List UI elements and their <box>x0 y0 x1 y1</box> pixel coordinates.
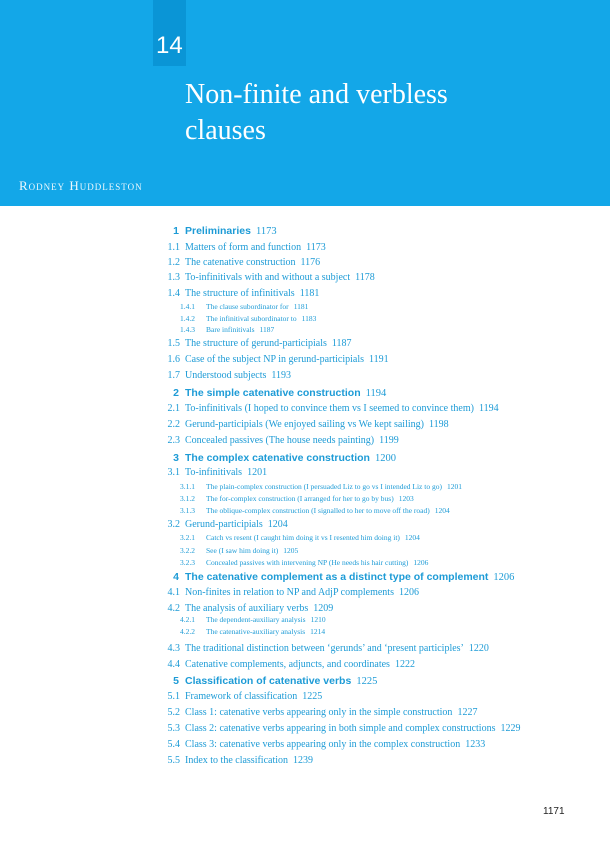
toc-entry-text <box>185 402 499 416</box>
toc-entry-number: 3 <box>173 452 179 464</box>
toc-entry[interactable] <box>0 706 610 720</box>
toc-entry-page: 1200 <box>374 453 396 464</box>
toc-entry[interactable] <box>0 434 610 448</box>
toc-entry-title: The dependent-auxiliary analysis <box>206 615 306 624</box>
toc-entry-text <box>185 241 326 255</box>
toc-entry[interactable] <box>0 690 610 704</box>
toc-entry-number: 3.2.2 <box>180 546 195 555</box>
toc-entry-page: 1220 <box>468 643 489 654</box>
toc-entry-page: 1193 <box>271 370 292 381</box>
toc-entry-page: 1181 <box>299 288 320 299</box>
toc-entry-page: 1201 <box>247 467 268 478</box>
toc-entry-number: 4.2.1 <box>180 615 195 624</box>
toc-entry-page: 1210 <box>310 615 326 624</box>
toc-entry-text <box>206 505 450 517</box>
toc-entry-text <box>206 557 428 569</box>
toc-entry[interactable] <box>0 287 610 301</box>
toc-entry-number: 1.4 <box>167 288 180 299</box>
toc-entry-number: 4.1 <box>167 587 180 598</box>
toc-entry-text <box>185 353 389 367</box>
toc-entry-title: Catch vs resent (I caught him doing it vs I resented him doing it) <box>206 533 400 542</box>
toc-entry[interactable] <box>0 532 610 546</box>
toc-entry-number: 5.2 <box>167 707 180 718</box>
toc-entry[interactable] <box>0 337 610 351</box>
toc-entry-page: 1194 <box>478 403 499 414</box>
toc-entry[interactable] <box>0 402 610 416</box>
toc-entry[interactable] <box>0 642 610 656</box>
toc-entry-text <box>206 301 308 313</box>
toc-entry[interactable] <box>0 224 610 238</box>
chapter-author: Rodney Huddleston <box>19 178 143 193</box>
toc-entry-page: 1214 <box>310 627 326 636</box>
toc-entry[interactable] <box>0 586 610 600</box>
toc-entry-title: The structure of gerund-participials <box>185 338 327 349</box>
toc-entry-text <box>185 518 288 532</box>
toc-entry-number: 3.1.3 <box>180 506 195 515</box>
toc-entry-title: The clause subordinator for <box>206 302 289 311</box>
toc-entry-page: 1199 <box>379 435 399 446</box>
toc-entry[interactable] <box>0 451 610 465</box>
toc-entry-text <box>185 738 485 752</box>
toc-entry-page: 1183 <box>301 314 317 323</box>
toc-entry-number: 1.2 <box>167 257 180 268</box>
toc-entry-title: The infinitival subordinator to <box>206 314 297 323</box>
toc-entry-text <box>185 706 477 720</box>
toc-entry-text <box>185 586 419 600</box>
toc-entry-title: Bare infinitivals <box>206 325 255 334</box>
toc-entry-text <box>185 418 449 432</box>
toc-entry-number: 4.4 <box>167 659 180 670</box>
toc-entry-number: 1.5 <box>167 338 180 349</box>
toc-entry-title: Classification of catenative verbs <box>185 675 352 687</box>
toc-entry-title: Matters of form and function <box>185 242 302 253</box>
toc-entry-number: 3.1.2 <box>180 494 195 503</box>
toc-entry-title: The catenative construction <box>185 257 296 268</box>
toc-entry-page: 1187 <box>331 338 352 349</box>
toc-entry-number: 4.2 <box>167 603 180 614</box>
toc-entry-page: 1173 <box>306 242 326 253</box>
toc-entry-text <box>185 658 415 672</box>
toc-entry[interactable] <box>0 557 610 571</box>
toc-entry-title: To-infinitivals (I hoped to convince them vs I seemed to convince them) <box>185 403 474 414</box>
toc-entry-title: Gerund-participials <box>185 519 263 530</box>
toc-entry-page: 1227 <box>457 707 478 718</box>
page-number: 1171 <box>543 806 565 817</box>
toc-entry-text <box>206 481 462 493</box>
toc-entry[interactable] <box>0 271 610 285</box>
toc-entry-text <box>185 754 313 768</box>
toc-entry[interactable] <box>0 722 610 736</box>
toc-entry-page: 1178 <box>355 272 375 283</box>
chapter-number: 14 <box>156 32 183 59</box>
toc-entry-title: Non-finites in relation to NP and AdjP complements <box>185 587 394 598</box>
toc-entry[interactable] <box>0 353 610 367</box>
toc-entry-text <box>185 256 320 270</box>
toc-entry-page: 1205 <box>283 546 299 555</box>
toc-entry-title: Preliminaries <box>185 225 251 237</box>
toc-entry-page: 1204 <box>267 519 288 530</box>
toc-entry-page: 1191 <box>369 354 389 365</box>
toc-entry-title: Concealed passives (The house needs painting) <box>185 435 375 446</box>
toc-entry[interactable] <box>0 738 610 752</box>
toc-entry-page: 1225 <box>356 676 378 687</box>
toc-entry-text <box>206 614 326 626</box>
toc-entry-text <box>185 271 375 285</box>
toc-entry-page: 1204 <box>404 533 420 542</box>
toc-entry-text <box>206 532 420 544</box>
toc-entry-page: 1187 <box>259 325 275 334</box>
toc-entry-number: 5.3 <box>167 723 180 734</box>
toc-entry-title: The plain-complex construction (I persuaded Liz to go vs I intended Liz to go) <box>206 482 442 491</box>
toc-entry-number: 1.6 <box>167 354 180 365</box>
toc-entry-text <box>206 626 325 638</box>
toc-entry-title: The catenative complement as a distinct type of complement <box>185 571 489 583</box>
toc-entry-number: 1 <box>173 225 179 237</box>
toc-entry-text <box>185 466 267 480</box>
toc-entry-number: 1.4.3 <box>180 325 195 334</box>
toc-entry-page: 1239 <box>293 755 314 766</box>
toc-entry-number: 5.1 <box>167 691 180 702</box>
toc-entry-text <box>185 570 514 585</box>
toc-entry-number: 3.1 <box>167 467 180 478</box>
toc-entry-page: 1206 <box>413 558 429 567</box>
toc-entry-text <box>185 642 489 656</box>
toc-entry-page: 1206 <box>398 587 419 598</box>
toc-entry[interactable] <box>0 570 610 584</box>
toc-entry-number: 1.1 <box>167 242 180 253</box>
toc-entry-number: 2 <box>173 387 179 399</box>
toc-entry[interactable] <box>0 324 610 338</box>
toc-entry-number: 2.2 <box>167 419 180 430</box>
toc-entry-text <box>185 369 291 383</box>
toc-entry-page: 1222 <box>394 659 415 670</box>
toc-entry-text <box>185 722 520 736</box>
toc-entry-title: The structure of infinitivals <box>185 288 295 299</box>
toc-entry-page: 1203 <box>398 494 414 503</box>
toc-entry[interactable] <box>0 505 610 519</box>
toc-entry[interactable] <box>0 466 610 480</box>
toc-entry-title: Index to the classification <box>185 755 289 766</box>
toc-entry-text <box>185 674 377 689</box>
toc-entry[interactable] <box>0 418 610 432</box>
toc-entry[interactable] <box>0 626 610 640</box>
toc-entry[interactable] <box>0 256 610 270</box>
toc-entry-page: 1209 <box>313 603 334 614</box>
toc-entry-page: 1176 <box>300 257 321 268</box>
toc-entry[interactable] <box>0 369 610 383</box>
toc-entry-number: 1.4.2 <box>180 314 195 323</box>
chapter-title-line-1: Non-finite and verbless <box>185 79 448 110</box>
toc-entry-title: Framework of classification <box>185 691 298 702</box>
toc-entry-title: The traditional distinction between ‘gerunds’ and ‘present participles’ <box>185 643 464 654</box>
toc-entry-text <box>185 337 352 351</box>
toc-entry-page: 1204 <box>434 506 450 515</box>
toc-entry-number: 2.3 <box>167 435 180 446</box>
toc-entry-title: See (I saw him doing it) <box>206 546 279 555</box>
toc-entry-title: To-infinitivals with and without a subject <box>185 272 351 283</box>
toc-entry-number: 4.2.2 <box>180 627 195 636</box>
toc-entry-text <box>185 224 277 239</box>
toc-entry-text <box>206 324 274 336</box>
toc-entry-number: 3.1.1 <box>180 482 195 491</box>
toc-entry-number: 1.7 <box>167 370 180 381</box>
toc-entry[interactable] <box>0 518 610 532</box>
toc-entry-text <box>185 451 396 466</box>
toc-entry-number: 5.4 <box>167 739 180 750</box>
toc-entry-number: 1.3 <box>167 272 180 283</box>
toc-entry-page: 1194 <box>365 388 387 399</box>
toc-entry-text <box>206 493 414 505</box>
toc-entry-text <box>185 434 399 448</box>
toc-entry-page: 1198 <box>428 419 449 430</box>
toc-entry-number: 4 <box>173 571 179 583</box>
toc-entry[interactable] <box>0 674 610 688</box>
toc-entry-text <box>185 690 322 704</box>
toc-entry-text <box>206 545 298 557</box>
toc-entry-title: Concealed passives with intervening NP (He needs his hair cutting) <box>206 558 409 567</box>
toc-entry-title: Case of the subject NP in gerund-participials <box>185 354 365 365</box>
toc-entry-page: 1225 <box>302 691 323 702</box>
toc-entry-number: 5.5 <box>167 755 180 766</box>
toc-entry-number: 3.2.1 <box>180 533 195 542</box>
toc-entry-title: Gerund-participials (We enjoyed sailing vs We kept sailing) <box>185 419 424 430</box>
toc-entry-title: The analysis of auxiliary verbs <box>185 603 309 614</box>
toc-entry-title: The catenative-auxiliary analysis <box>206 627 306 636</box>
toc-entry[interactable] <box>0 386 610 400</box>
toc-entry[interactable] <box>0 754 610 768</box>
toc-entry-title: Class 3: catenative verbs appearing only in the complex construction <box>185 739 461 750</box>
toc-entry-number: 1.4.1 <box>180 302 195 311</box>
toc-entry-title: Understood subjects <box>185 370 267 381</box>
toc-entry-title: The oblique-complex construction (I signalled to her to move off the road) <box>206 506 430 515</box>
toc-entry-number: 5 <box>173 675 179 687</box>
toc-entry[interactable] <box>0 241 610 255</box>
toc-entry-title: The simple catenative construction <box>185 387 361 399</box>
toc-entry-page: 1173 <box>255 226 277 237</box>
toc-entry-number: 4.3 <box>167 643 180 654</box>
toc-entry-title: The complex catenative construction <box>185 452 370 464</box>
toc-entry-title: The for-complex construction (I arranged for her to go by bus) <box>206 494 394 503</box>
toc-entry-title: Catenative complements, adjuncts, and coordinates <box>185 659 390 670</box>
chapter-title-line-2: clauses <box>185 115 266 146</box>
toc-entry-text <box>185 386 386 401</box>
toc-entry-title: To-infinitivals <box>185 467 243 478</box>
toc-entry-number: 3.2 <box>167 519 180 530</box>
toc-entry-number: 3.2.3 <box>180 558 195 567</box>
toc-entry-page: 1229 <box>500 723 521 734</box>
toc-entry-text <box>185 287 319 301</box>
toc-entry-number: 2.1 <box>167 403 180 414</box>
toc-entry-page: 1233 <box>465 739 486 750</box>
toc-entry-page: 1181 <box>293 302 309 311</box>
toc-entry-title: Class 2: catenative verbs appearing in both simple and complex constructions <box>185 723 496 734</box>
toc-entry-title: Class 1: catenative verbs appearing only in the simple construction <box>185 707 453 718</box>
toc-entry-page: 1201 <box>446 482 462 491</box>
toc-entry[interactable] <box>0 658 610 672</box>
toc-entry-page: 1206 <box>493 572 515 583</box>
